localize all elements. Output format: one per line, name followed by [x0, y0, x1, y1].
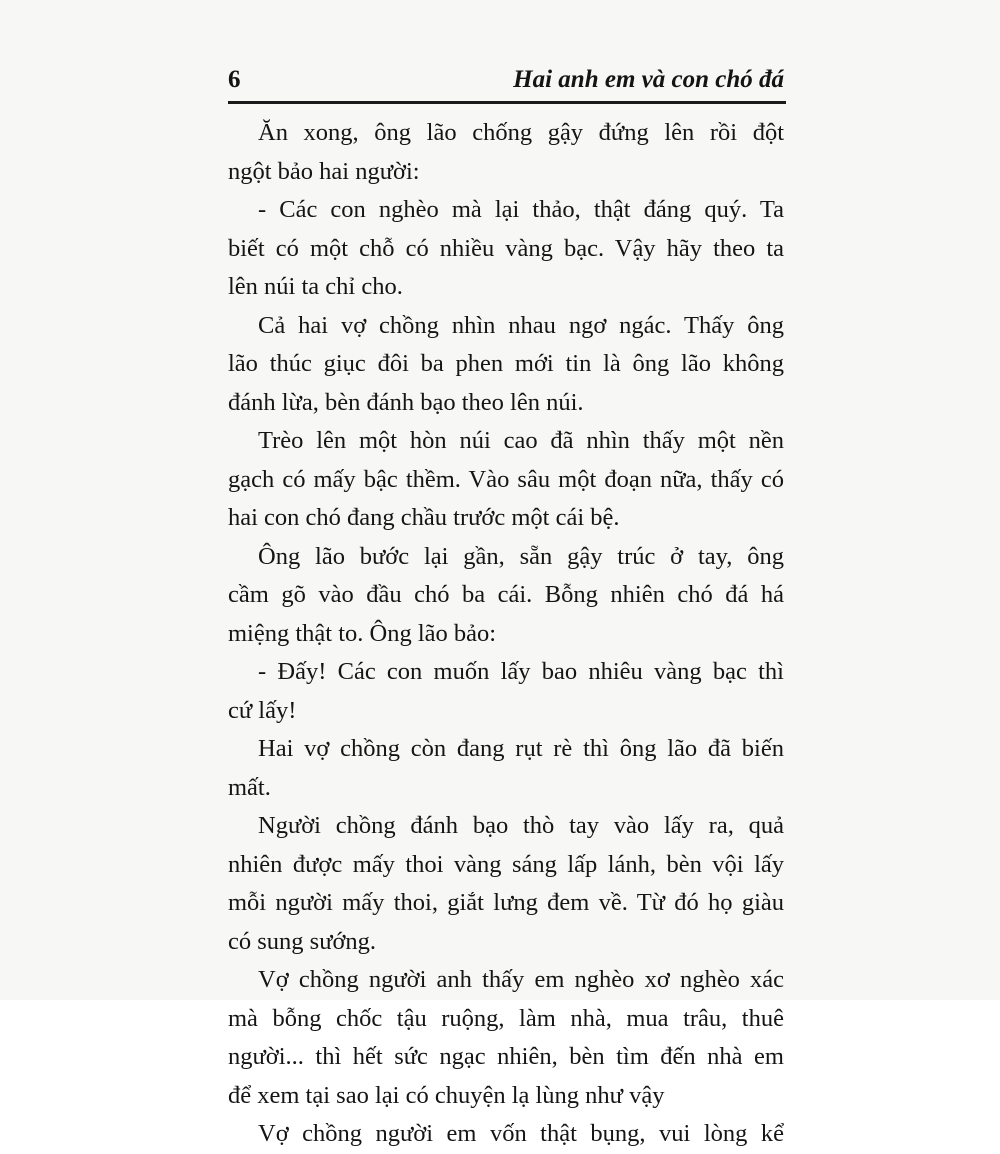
text-line: mà bỗng chốc tậu ruộng, làm nhà, mua trâu, thuê — [228, 1004, 784, 1032]
text-line: lão thúc giục đôi ba phen mới tin là ông lão không — [228, 350, 784, 377]
text-line: lên núi ta chỉ cho. — [228, 273, 403, 300]
text-line: - Các con nghèo mà lại thảo, thật đáng quý. Ta — [258, 196, 784, 223]
text-line: mất. — [228, 773, 271, 801]
text-line: Người chồng đánh bạo thò tay vào lấy ra, quả — [258, 812, 784, 839]
text-line: cầm gõ vào đầu chó ba cái. Bỗng nhiên chó đá há — [228, 581, 784, 608]
text-line: nhiên được mấy thoi vàng sáng lấp lánh, bèn vội lấy — [228, 850, 784, 878]
text-line: Hai vợ chồng còn đang rụt rè thì ông lão đã biến — [258, 735, 784, 762]
running-title: Hai anh em và con chó đá — [513, 66, 784, 93]
text-line: để xem tại sao lại có chuyện lạ lùng như vậy — [228, 1081, 665, 1109]
text-line: Vợ chồng người em vốn thật bụng, vui lòng kể — [258, 1120, 784, 1147]
text-line: có sung sướng. — [228, 927, 377, 955]
page-header — [228, 66, 784, 96]
text-line: người... thì hết sức ngạc nhiên, bèn tìm đến nhà em — [228, 1043, 784, 1070]
text-line: mỗi người mấy thoi, giắt lưng đem về. Từ đó họ giàu — [228, 889, 784, 916]
text-line: Cả hai vợ chồng nhìn nhau ngơ ngác. Thấy ông — [258, 311, 784, 339]
text-line: Trèo lên một hòn núi cao đã nhìn thấy một nền — [258, 427, 784, 454]
body-text — [228, 114, 784, 1154]
text-line: miệng thật to. Ông lão bảo: — [228, 619, 497, 647]
header-divider — [228, 101, 786, 104]
text-line: biết có một chỗ có nhiều vàng bạc. Vậy hãy theo ta — [228, 234, 784, 262]
text-line: Ăn xong, ông lão chống gậy đứng lên rồi đột — [258, 119, 784, 146]
page-number: 6 — [228, 66, 241, 93]
text-line: đánh lừa, bèn đánh bạo theo lên núi. — [228, 388, 584, 416]
text-line: Vợ chồng người anh thấy em nghèo xơ nghèo xác — [258, 966, 784, 993]
text-line: gạch có mấy bậc thềm. Vào sâu một đoạn nữa, thấy có — [228, 465, 784, 493]
text-line: hai con chó đang chầu trước một cái bệ. — [228, 504, 620, 531]
text-line: ngột bảo hai người: — [228, 157, 420, 185]
text-line: cứ lấy! — [228, 696, 297, 724]
text-line: Ông lão bước lại gần, sẵn gậy trúc ở tay, ông — [258, 542, 784, 570]
text-line: - Đấy! Các con muốn lấy bao nhiêu vàng bạc thì — [258, 658, 784, 685]
